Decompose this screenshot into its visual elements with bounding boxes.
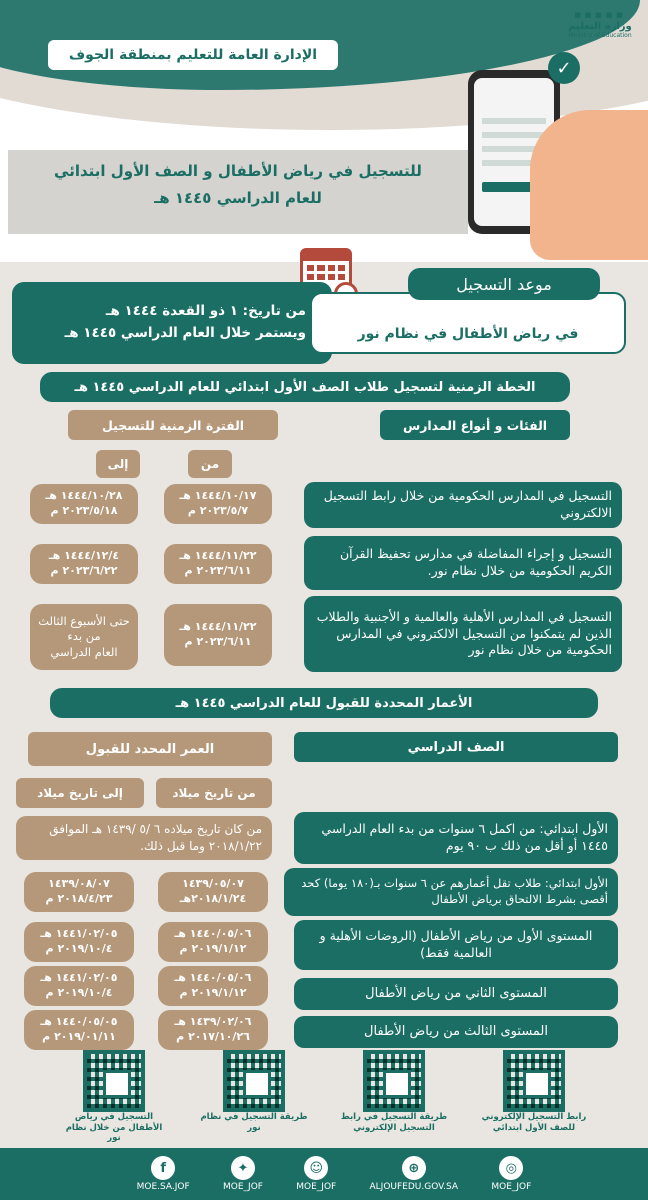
ages-row-2-from-hijri: ١٤٤٠/٠٥/٠٦ هـ bbox=[174, 927, 252, 941]
timeline-row-3-from-hijri: ١٤٤٤/١١/٢٢ هـ bbox=[179, 620, 257, 634]
timeline-row-2-category: التسجيل و إجراء المفاضلة في مدارس تحفيظ القرآن الكريم الحكومية من خلال نظام نور. bbox=[304, 536, 622, 590]
social-facebook[interactable] bbox=[137, 1156, 190, 1192]
ages-row-4-to-greg: ٢٠١٩/٠١/١١ م bbox=[42, 1030, 116, 1043]
timeline-col-period: الفترة الزمنية للتسجيل bbox=[68, 410, 278, 440]
logo-mark-icon: ▪▪▪▪▪ bbox=[573, 8, 627, 21]
ages-row-1-from-greg: ٢٠١٨/١/٢٤هـ bbox=[179, 892, 247, 905]
qr-code-icon[interactable] bbox=[363, 1050, 425, 1112]
timeline-row-3-to-text-2: العام الدراسي bbox=[50, 644, 118, 659]
timeline-row-2-to-greg: ٢٠٢٣/٦/٢٢ م bbox=[50, 564, 118, 577]
timeline-row-1-category: التسجيل في المدارس الحكومية من خلال رابط التسجيل الالكتروني bbox=[304, 482, 622, 528]
ages-row-3-from-hijri: ١٤٤٠/٠٥/٠٦ هـ bbox=[174, 971, 252, 985]
ages-row-3-to-greg: ٢٠١٩/١٠/٤ م bbox=[45, 986, 113, 999]
ministry-name-en: Ministry of Education bbox=[568, 32, 632, 39]
timeline-row-1-from bbox=[164, 484, 272, 524]
qr-code-icon[interactable] bbox=[503, 1050, 565, 1112]
ages-col-age: العمر المحدد للقبول bbox=[28, 732, 272, 766]
ages-row-1-to bbox=[24, 872, 134, 912]
title-line-1: للتسجيل في رياض الأطفال و الصف الأول ابتدائي bbox=[54, 162, 422, 180]
ages-col-grade: الصف الدراسي bbox=[294, 732, 618, 762]
ages-row-1-from-hijri: ١٤٣٩/٠٥/٠٧ bbox=[182, 877, 244, 891]
ages-row-2-grade: المستوى الأول من رياض الأطفال (الروضات الأهلية و العالمية فقط) bbox=[294, 920, 618, 970]
timeline-row-2-to bbox=[30, 544, 138, 584]
ages-row-4-to-hijri: ١٤٤٠/٠٥/٠٥ هـ bbox=[40, 1015, 118, 1029]
ages-row-1-to-greg: ٢٠١٨/٤/٢٣ م bbox=[45, 892, 113, 905]
timeline-row-3-to bbox=[30, 604, 138, 670]
qr-item-2[interactable] bbox=[339, 1050, 449, 1133]
timeline-to-label: إلى bbox=[96, 450, 140, 478]
timeline-row-1-to-hijri: ١٤٤٤/١٠/٢٨ هـ bbox=[45, 489, 123, 503]
timeline-row-3-to-text: حتى الأسبوع الثالث من بدء bbox=[38, 613, 130, 644]
registration-subheading: في رياض الأطفال في نظام نور bbox=[310, 292, 626, 354]
timeline-row-2-from-greg: ٢٠٢٣/٦/١١ م bbox=[184, 564, 252, 577]
twitter-icon[interactable]: ✦ bbox=[231, 1156, 255, 1180]
hand-illustration bbox=[530, 110, 648, 260]
ages-row-2-from-greg: ٢٠١٩/١/١٢ م bbox=[179, 942, 247, 955]
social-label-website: ALJOUFEDU.GOV.SA bbox=[369, 1182, 459, 1192]
footer-social bbox=[0, 1148, 648, 1200]
social-label-twitter: MOE_JOF bbox=[223, 1182, 263, 1192]
ages-row-3-to bbox=[24, 966, 134, 1006]
ages-title: الأعمار المحددة للقبول للعام الدراسي ١٤٤٥ هـ bbox=[50, 688, 598, 718]
ages-row-4-to bbox=[24, 1010, 134, 1050]
timeline-title: الخطة الزمنية لتسجيل طلاب الصف الأول ابتدائي للعام الدراسي ١٤٤٥ هـ bbox=[40, 372, 570, 402]
ages-row-1-from bbox=[158, 872, 268, 912]
timeline-row-1-to-greg: ٢٠٢٣/٥/١٨ م bbox=[50, 504, 118, 517]
ages-first-row-age: من كان تاريخ ميلاده ٦ /٥ /١٤٣٩ هـ الموافق ٢٠١٨/١/٢٢ وما قبل ذلك. bbox=[16, 816, 272, 860]
ministry-name-ar: وزارة التعليم bbox=[568, 21, 632, 32]
ages-row-2-to bbox=[24, 922, 134, 962]
title-line-2: للعام الدراسي ١٤٤٥ هـ bbox=[154, 189, 322, 207]
social-twitter[interactable] bbox=[223, 1156, 263, 1192]
registration-date-line-2: ويستمر خلال العام الدراسي ١٤٤٥ هـ bbox=[64, 325, 306, 341]
ages-first-row-grade: الأول ابتدائي: من اكمل ٦ سنوات من بدء العام الدراسي ١٤٤٥ أو أقل من ذلك ب ٩٠ يوم bbox=[294, 812, 618, 864]
qr-item-3[interactable] bbox=[199, 1050, 309, 1133]
ages-from-label: من تاريخ ميلاد bbox=[156, 778, 272, 808]
qr-label-2: طريقة التسجيل في رابط التسجيل الإلكتروني bbox=[340, 1112, 448, 1133]
ages-row-4-from bbox=[158, 1010, 268, 1050]
facebook-icon[interactable]: f bbox=[151, 1156, 175, 1180]
timeline-row-1-from-greg: ٢٠٢٣/٥/٧ م bbox=[187, 504, 249, 517]
globe-icon[interactable]: ⊕ bbox=[402, 1156, 426, 1180]
ages-row-2-to-hijri: ١٤٤١/٠٢/٠٥ هـ bbox=[40, 927, 118, 941]
timeline-col-categories: الفئات و أنواع المدارس bbox=[380, 410, 570, 440]
registration-heading: موعد التسجيل bbox=[408, 268, 600, 300]
ages-row-2-from bbox=[158, 922, 268, 962]
social-label-snapchat: MOE_JOF bbox=[296, 1182, 337, 1192]
ministry-logo bbox=[560, 8, 640, 48]
timeline-row-1-to bbox=[30, 484, 138, 524]
timeline-from-label: من bbox=[188, 450, 232, 478]
qr-code-icon[interactable] bbox=[83, 1050, 145, 1112]
registration-date-line-1: من تاريخ: ١ ذو القعدة ١٤٤٤ هـ bbox=[105, 303, 306, 320]
qr-label-1: رابط التسجيل الإلكتروني للصف الأول ابتدائي bbox=[481, 1112, 587, 1133]
timeline-row-3-from-greg: ٢٠٢٣/٦/١١ م bbox=[184, 635, 252, 648]
page-title bbox=[8, 150, 468, 234]
ages-row-1-to-hijri: ١٤٣٩/٠٨/٠٧ bbox=[48, 877, 110, 891]
ages-row-3-grade: المستوى الثاني من رياض الأطفال bbox=[294, 978, 618, 1010]
qr-code-icon[interactable] bbox=[223, 1050, 285, 1112]
ages-row-2-to-greg: ٢٠١٩/١٠/٤ م bbox=[45, 942, 113, 955]
social-label-instagram: MOE_JOF bbox=[491, 1182, 532, 1192]
timeline-row-3-from bbox=[164, 604, 272, 666]
instagram-icon[interactable]: ◎ bbox=[499, 1156, 523, 1180]
ages-row-4-grade: المستوى الثالث من رياض الأطفال bbox=[294, 1016, 618, 1048]
registration-date-box bbox=[12, 282, 332, 364]
ages-row-3-from bbox=[158, 966, 268, 1006]
social-website[interactable] bbox=[370, 1156, 459, 1192]
qr-item-4[interactable] bbox=[59, 1050, 169, 1144]
directorate-label: الإدارة العامة للتعليم بمنطقة الجوف bbox=[48, 40, 338, 70]
timeline-row-3-category: التسجيل في المدارس الأهلية والعالمية و الأجنبية والطلاب الذين لم يتمكنوا من التسجيل الالكتروني في المدارس الحكومية من خلال نظام نور bbox=[304, 596, 622, 672]
social-label-facebook: MOE.SA.JOF bbox=[136, 1182, 190, 1192]
timeline-row-2-from-hijri: ١٤٤٤/١١/٢٢ هـ bbox=[179, 549, 257, 563]
qr-label-3: طريقة التسجيل في نظام نور bbox=[200, 1112, 308, 1133]
ages-row-4-from-greg: ٢٠١٧/١٠/٢٦ م bbox=[176, 1030, 250, 1043]
ages-row-3-to-hijri: ١٤٤١/٠٢/٠٥ هـ bbox=[40, 971, 118, 985]
timeline-row-2-from bbox=[164, 544, 272, 584]
check-icon: ✓ bbox=[548, 52, 580, 84]
qr-item-1[interactable] bbox=[479, 1050, 589, 1133]
social-instagram[interactable] bbox=[491, 1156, 531, 1192]
timeline-row-1-from-hijri: ١٤٤٤/١٠/١٧ هـ bbox=[179, 489, 257, 503]
ages-row-3-from-greg: ٢٠١٩/١/١٢ م bbox=[179, 986, 247, 999]
snapchat-icon[interactable]: ☺ bbox=[304, 1156, 328, 1180]
ages-row-1-grade: الأول ابتدائي: طلاب تقل أعمارهم عن ٦ سنوات بـ(١٨٠ يوما) كحد أقصى بشرط الالتحاق برياض الأطفال bbox=[284, 868, 618, 916]
qr-codes bbox=[0, 1050, 648, 1146]
header-area bbox=[0, 0, 648, 262]
ages-row-4-from-hijri: ١٤٣٩/٠٢/٠٦ هـ bbox=[174, 1015, 252, 1029]
timeline-row-2-to-hijri: ١٤٤٤/١٢/٤ هـ bbox=[48, 549, 120, 563]
qr-label-4: التسجيل في رياض الأطفال من خلال نظام نور bbox=[65, 1112, 163, 1144]
social-snapchat[interactable] bbox=[296, 1156, 336, 1192]
ages-to-label: إلى تاريخ ميلاد bbox=[16, 778, 144, 808]
